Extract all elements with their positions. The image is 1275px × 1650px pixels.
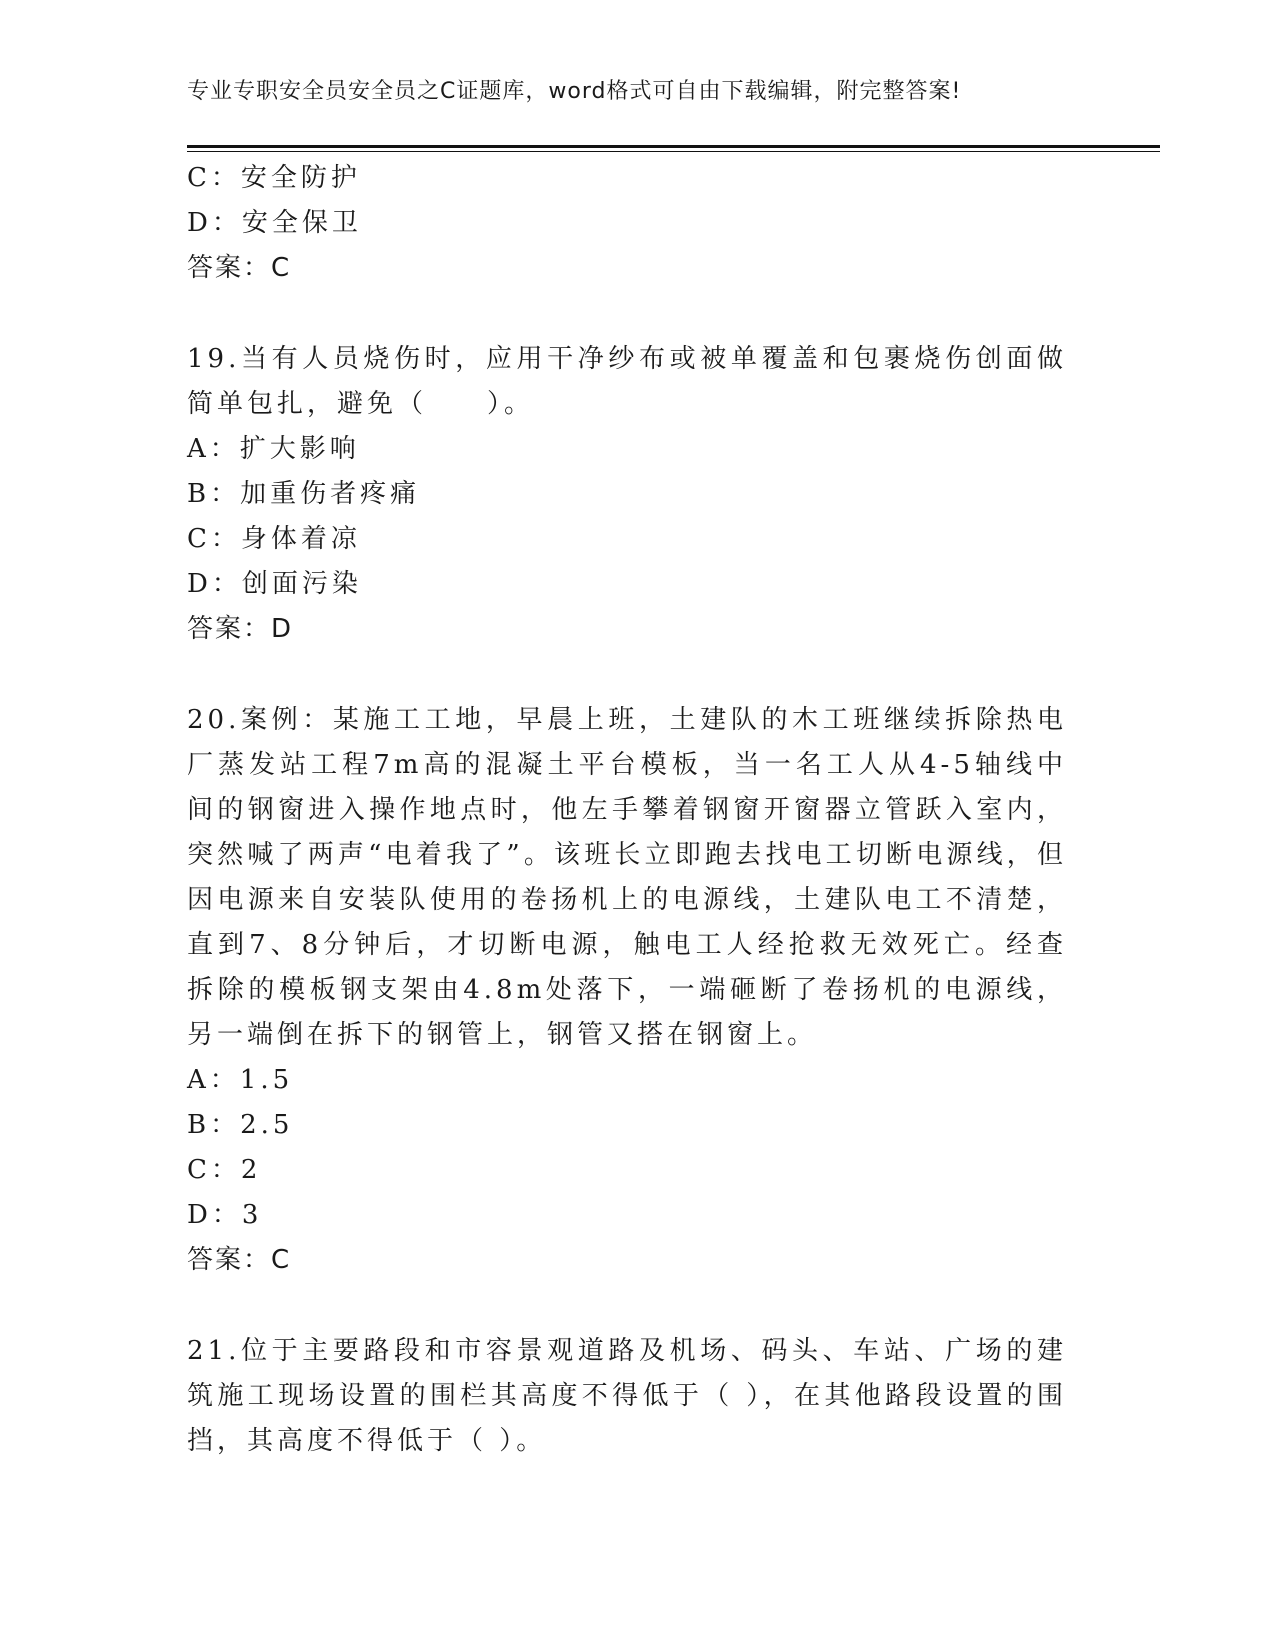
document-body [187, 156, 1087, 1464]
option-b: B：2.5 [187, 1110, 294, 1140]
question-20 [187, 698, 1087, 1283]
option-c: C：2 [187, 1155, 262, 1185]
option-a: A：1.5 [187, 1065, 294, 1095]
question-stem: 21.位于主要路段和市容景观道路及机场、码头、车站、广场的建筑施工现场设置的围栏其高度不得低于（ ），在其他路段设置的围挡，其高度不得低于（ ）。 [187, 1336, 1067, 1456]
question-stem: 19.当有人员烧伤时，应用干净纱布或被单覆盖和包裹烧伤创面做简单包扎，避免（ ）。 [187, 344, 1067, 419]
option-d: D：3 [187, 1200, 263, 1230]
option-a: A：扩大影响 [187, 434, 360, 464]
answer: 答案：D [187, 614, 294, 644]
option-c: C：安全防护 [187, 163, 361, 193]
page-header: 专业专职安全员安全员之C证题库，word格式可自由下载编辑，附完整答案! [187, 79, 962, 104]
option-b: B：加重伤者疼痛 [187, 479, 421, 509]
question-18 [187, 156, 1087, 291]
answer: 答案：C [187, 253, 292, 283]
option-d: D：安全保卫 [187, 208, 362, 238]
question-stem: 20.案例：某施工工地，早晨上班，土建队的木工班继续拆除热电厂蒸发站工程7m高的混凝土平台模板，当一名工人从4-5轴线中间的钢窗进入操作地点时，他左手攀着钢窗开窗器立管跃入室内，突然喊了两声“电着我了”。该班长立即跑去找电工切断电源线，但因电源来自安装队使用的卷扬机上的电源线，土建队电工不清楚，直到7、8分钟后，才切断电源，触电工人经抢救无效死亡。经查拆除的模板钢支架由4.8m处落下，一端砸断了卷扬机的电源线，另一端倒在拆下的钢管上，钢管又搭在钢窗上。 [187, 705, 1067, 1050]
answer: 答案：C [187, 1245, 292, 1275]
header-rule-thick [187, 145, 1160, 148]
option-d: D：创面污染 [187, 569, 362, 599]
question-19 [187, 337, 1087, 652]
header-rule-thin [187, 151, 1160, 152]
option-c: C：身体着凉 [187, 524, 361, 554]
question-21 [187, 1329, 1087, 1464]
